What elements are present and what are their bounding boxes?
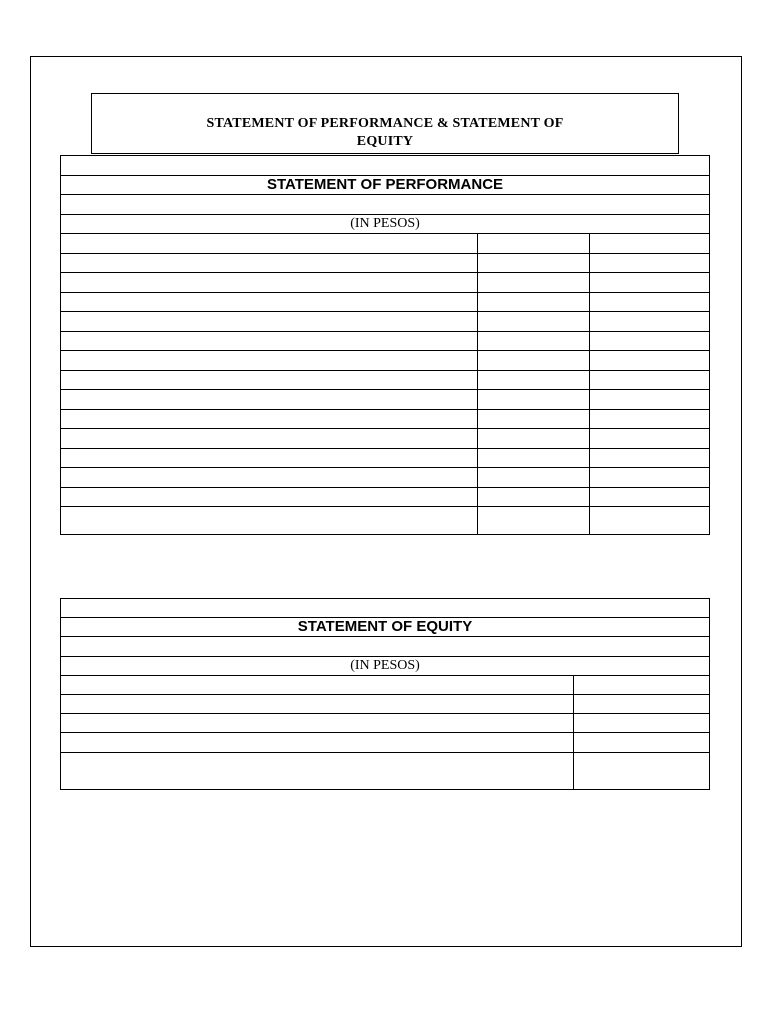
table-row bbox=[61, 429, 710, 449]
table-row bbox=[61, 331, 710, 351]
table-row bbox=[61, 487, 710, 507]
amount-cell bbox=[478, 273, 590, 293]
amount-cell bbox=[590, 253, 710, 273]
total-row bbox=[61, 752, 710, 789]
amount-cell bbox=[478, 409, 590, 429]
amount-cell bbox=[478, 234, 590, 254]
description-cell bbox=[61, 253, 478, 273]
table-row bbox=[61, 468, 710, 488]
description-cell bbox=[61, 331, 478, 351]
amount-cell bbox=[590, 370, 710, 390]
description-cell bbox=[61, 694, 574, 713]
unit-row bbox=[61, 214, 710, 234]
description-cell bbox=[61, 468, 478, 488]
table-row bbox=[61, 714, 710, 733]
description-cell bbox=[61, 292, 478, 312]
amount-cell bbox=[478, 429, 590, 449]
equity-heading: STATEMENT OF EQUITY bbox=[61, 618, 710, 637]
performance-heading: STATEMENT OF PERFORMANCE bbox=[61, 175, 710, 195]
description-cell bbox=[61, 409, 478, 429]
performance-unit-label: (IN PESOS) bbox=[61, 214, 710, 234]
amount-cell bbox=[574, 752, 710, 789]
description-cell bbox=[61, 448, 478, 468]
document-title: STATEMENT OF PERFORMANCE & STATEMENT OF EQUITY bbox=[206, 116, 564, 149]
amount-cell bbox=[478, 448, 590, 468]
table-row bbox=[61, 292, 710, 312]
total-row bbox=[61, 507, 710, 535]
amount-cell bbox=[590, 273, 710, 293]
table-row bbox=[61, 351, 710, 371]
description-cell bbox=[61, 733, 574, 752]
description-cell bbox=[61, 429, 478, 449]
table-row bbox=[61, 675, 710, 694]
amount-cell bbox=[478, 390, 590, 410]
amount-cell bbox=[590, 448, 710, 468]
amount-cell bbox=[478, 292, 590, 312]
blank-header-row bbox=[61, 195, 710, 215]
amount-cell bbox=[574, 733, 710, 752]
amount-cell bbox=[574, 694, 710, 713]
heading-row bbox=[61, 618, 710, 637]
description-cell bbox=[61, 234, 478, 254]
table-row bbox=[61, 694, 710, 713]
table-row bbox=[61, 733, 710, 752]
description-cell bbox=[61, 675, 574, 694]
description-cell bbox=[61, 312, 478, 332]
blank-cell bbox=[61, 156, 710, 176]
performance-table bbox=[60, 155, 710, 535]
amount-cell bbox=[478, 468, 590, 488]
heading-row bbox=[61, 175, 710, 195]
amount-cell bbox=[590, 429, 710, 449]
description-cell bbox=[61, 714, 574, 733]
blank-header-row bbox=[61, 637, 710, 656]
blank-cell bbox=[61, 599, 710, 618]
description-cell bbox=[61, 273, 478, 293]
amount-cell bbox=[478, 487, 590, 507]
table-row bbox=[61, 312, 710, 332]
title-box bbox=[91, 93, 679, 154]
amount-cell bbox=[590, 351, 710, 371]
amount-cell bbox=[590, 507, 710, 535]
amount-cell bbox=[478, 351, 590, 371]
amount-cell bbox=[590, 292, 710, 312]
table-row bbox=[61, 234, 710, 254]
amount-cell bbox=[478, 507, 590, 535]
blank-cell bbox=[61, 195, 710, 215]
amount-cell bbox=[574, 714, 710, 733]
equity-table bbox=[60, 598, 710, 790]
equity-unit-label: (IN PESOS) bbox=[61, 656, 710, 675]
description-cell bbox=[61, 390, 478, 410]
description-cell bbox=[61, 752, 574, 789]
amount-cell bbox=[590, 234, 710, 254]
table-row bbox=[61, 409, 710, 429]
table-row bbox=[61, 253, 710, 273]
amount-cell bbox=[590, 390, 710, 410]
blank-header-row bbox=[61, 599, 710, 618]
blank-cell bbox=[61, 637, 710, 656]
table-row bbox=[61, 273, 710, 293]
amount-cell bbox=[574, 675, 710, 694]
amount-cell bbox=[478, 331, 590, 351]
description-cell bbox=[61, 507, 478, 535]
amount-cell bbox=[478, 253, 590, 273]
amount-cell bbox=[478, 370, 590, 390]
amount-cell bbox=[590, 409, 710, 429]
blank-header-row bbox=[61, 156, 710, 176]
description-cell bbox=[61, 370, 478, 390]
amount-cell bbox=[590, 468, 710, 488]
table-row bbox=[61, 390, 710, 410]
amount-cell bbox=[478, 312, 590, 332]
description-cell bbox=[61, 487, 478, 507]
table-row bbox=[61, 448, 710, 468]
table-row bbox=[61, 370, 710, 390]
amount-cell bbox=[590, 312, 710, 332]
amount-cell bbox=[590, 487, 710, 507]
description-cell bbox=[61, 351, 478, 371]
unit-row bbox=[61, 656, 710, 675]
amount-cell bbox=[590, 331, 710, 351]
